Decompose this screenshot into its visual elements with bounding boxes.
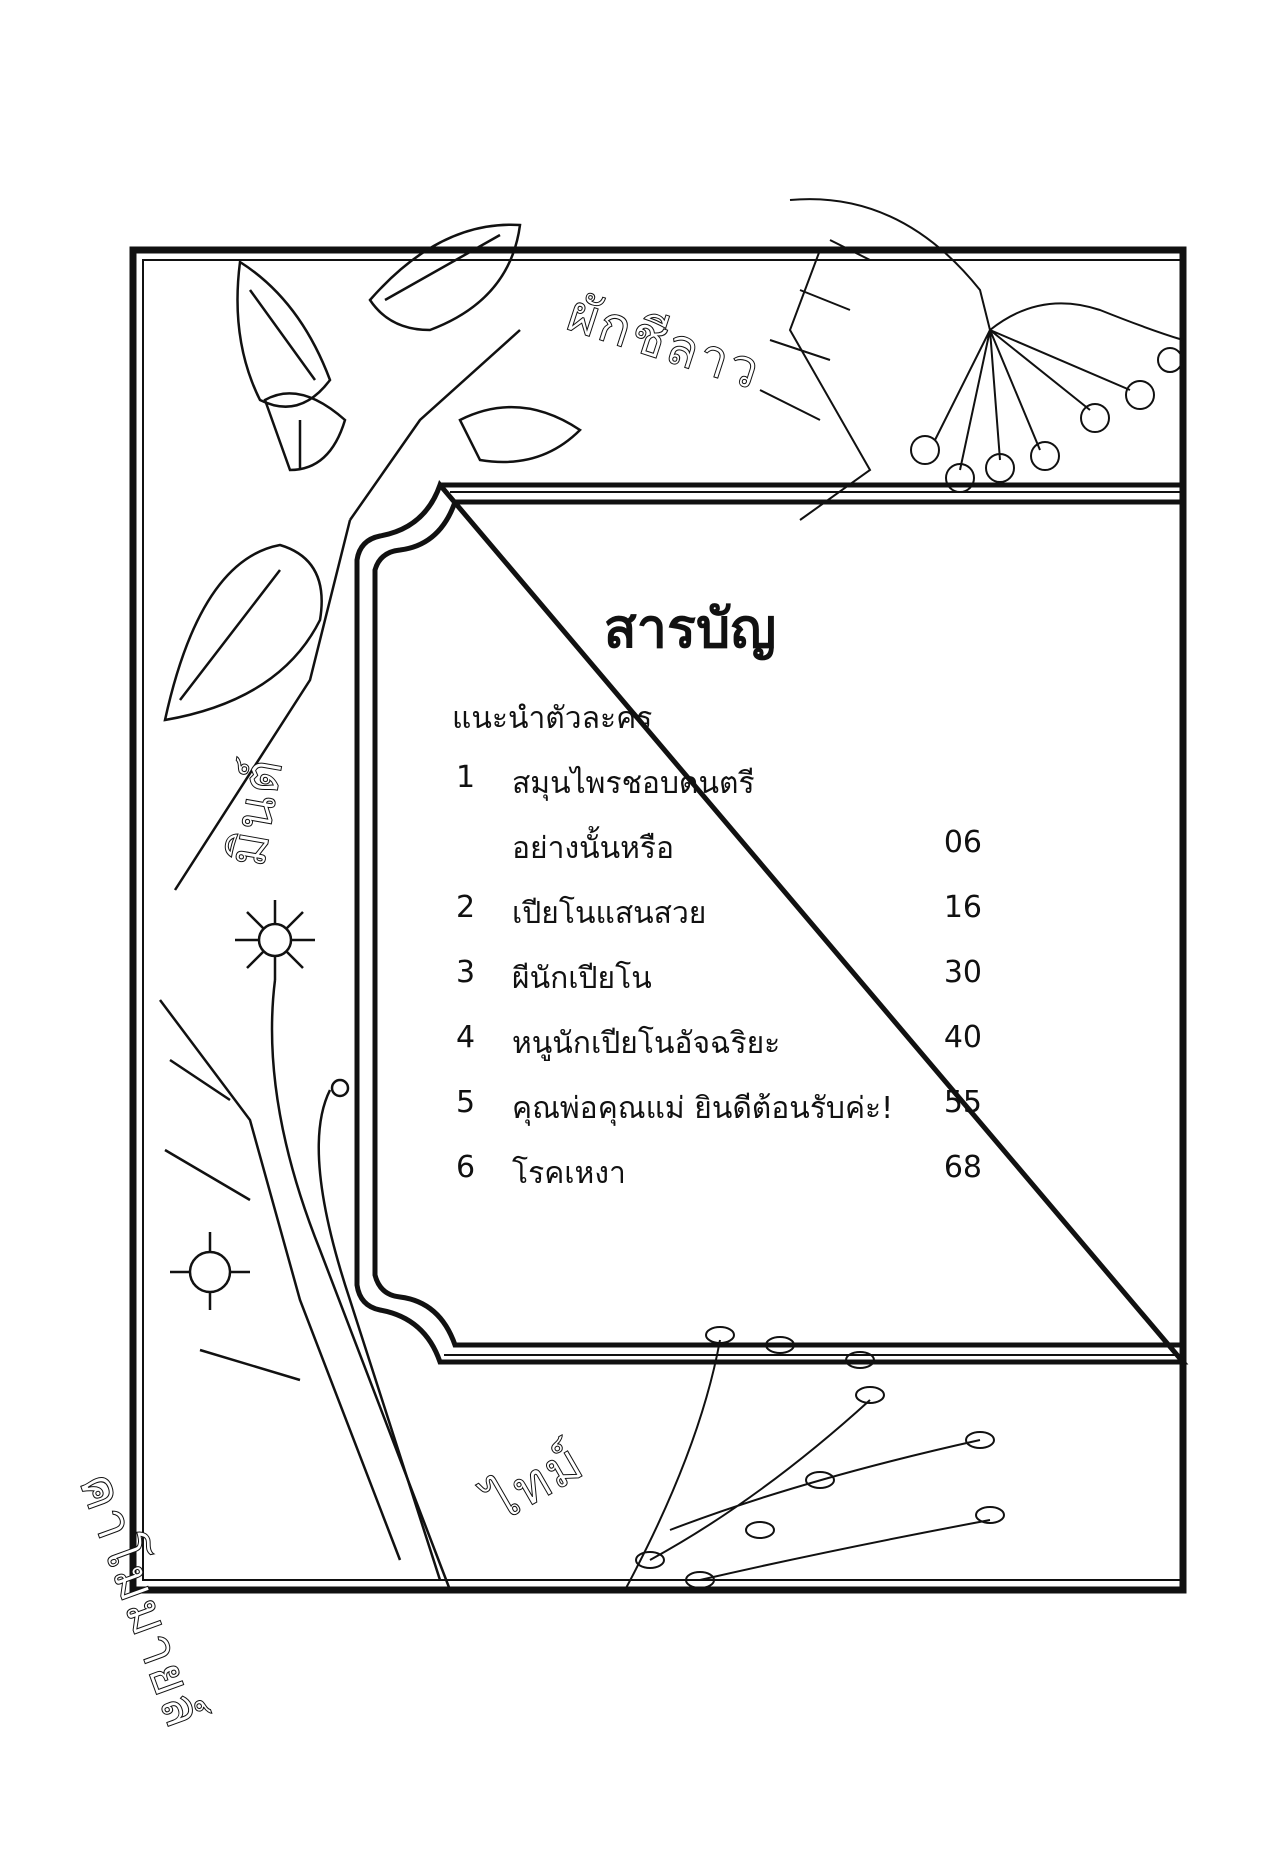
toc-number: 4 [456,1020,476,1055]
herb-label-chamomile: คาโมมายล์ [66,1464,215,1737]
toc-page: 06 [943,825,982,860]
toc-page: 68 [943,1150,982,1185]
toc-row [452,760,982,804]
toc-number: 3 [456,955,476,990]
toc-title: โรคเหงา [512,1156,626,1191]
toc-number: 2 [456,890,476,925]
toc-intro: แนะนำตัวละคร [452,701,653,736]
toc-page: 30 [943,955,982,990]
toc-page: 16 [943,890,982,925]
toc-page: 40 [943,1020,982,1055]
toc-row [452,890,982,934]
page-title: สารบัญ [603,597,777,660]
toc-page: 55 [943,1085,982,1120]
toc-title: คุณพ่อคุณแม่ ยินดีต้อนรับค่ะ! [512,1091,894,1126]
toc-title: สมุนไพรชอบดนตรี [512,766,755,801]
toc-row [452,1085,982,1129]
toc-title: ผีนักเปียโน [512,961,652,996]
toc-number: 6 [456,1150,476,1185]
herb-label-thyme: ไทม์ [477,1431,595,1534]
toc-title: หนูนักเปียโนอัจฉริยะ [512,1026,781,1061]
toc-number: 5 [456,1085,476,1120]
toc-number: 1 [456,760,476,795]
toc-row [452,1150,982,1194]
toc-row [452,955,982,999]
toc-title: เปียโนแสนสวย [512,896,707,931]
herb-label-mint: มินต์ [217,752,296,871]
toc-title: อย่างนั้นหรือ [512,831,675,866]
toc-row [452,825,982,869]
herb-label-dill: ผักชีลาว [560,283,769,403]
toc-row [452,1020,982,1064]
